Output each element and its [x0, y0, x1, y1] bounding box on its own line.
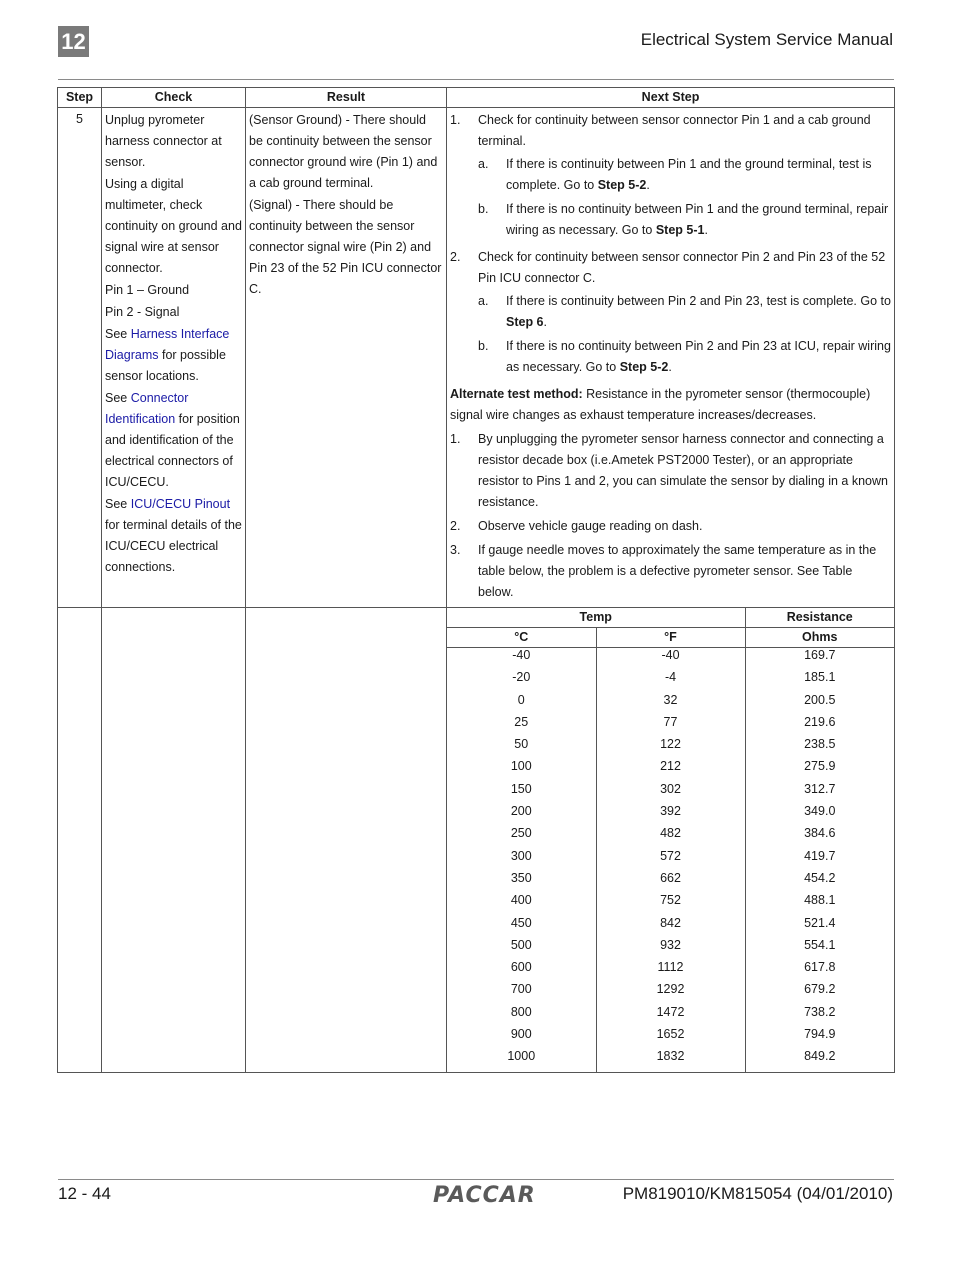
icu-cecu-pinout-link[interactable]: ICU/CECU Pinout	[130, 497, 231, 511]
celsius-cell: -20	[512, 670, 531, 685]
next-step-cell	[447, 108, 895, 608]
ohms-header: Ohms	[745, 628, 894, 648]
ohms-cell: 617.8	[745, 960, 894, 982]
fahrenheit-cell: 302	[596, 782, 745, 804]
table-row	[447, 849, 894, 871]
celsius-cell: 400	[510, 893, 532, 908]
ohms-cell: 419.7	[745, 849, 894, 871]
temperature-group-header-row	[447, 608, 894, 628]
check-cell	[102, 108, 246, 608]
celsius-cell: 500	[510, 937, 532, 952]
fahrenheit-cell: 1112	[596, 960, 745, 982]
table-row	[447, 670, 894, 692]
sub-list-text: If there is continuity between Pin 1 and the ground terminal, test is complete. Go to Step 5-2.	[506, 157, 872, 192]
check-paragraph	[105, 324, 242, 387]
ohms-cell: 200.5	[745, 693, 894, 715]
empty-cell	[58, 608, 102, 1073]
check-paragraph: Pin 2 - Signal	[105, 305, 180, 319]
connector-identification-link[interactable]: Connector Identification	[105, 391, 189, 426]
fahrenheit-cell: 1652	[596, 1027, 745, 1049]
fahrenheit-cell: 122	[596, 737, 745, 759]
list-text: Check for continuity between sensor connector Pin 1 and a cab ground terminal.	[478, 113, 871, 148]
ohms-cell: 488.1	[745, 893, 894, 915]
chapter-badge: 12	[58, 26, 89, 57]
see-text: See	[105, 497, 131, 511]
list-item	[450, 540, 891, 603]
ohms-cell: 384.6	[745, 826, 894, 848]
column-header-result: Result	[246, 88, 447, 108]
fahrenheit-cell: 842	[596, 916, 745, 938]
fahrenheit-cell: 752	[596, 893, 745, 915]
celsius-cell: 600	[510, 960, 532, 975]
table-row	[447, 1027, 894, 1049]
list-text: Check for continuity between sensor connector Pin 2 and Pin 23 of the 52 Pin ICU connector C.	[478, 250, 886, 285]
ohms-cell: 849.2	[745, 1049, 894, 1071]
result-cell	[246, 108, 447, 608]
ohms-cell: 349.0	[745, 804, 894, 826]
list-number: 2.	[450, 519, 461, 533]
column-header-next-step: Next Step	[447, 88, 895, 108]
table-row-step-5	[58, 108, 895, 608]
fahrenheit-cell: 662	[596, 871, 745, 893]
next-step-list	[450, 110, 891, 381]
list-item	[450, 429, 891, 513]
header-divider	[58, 79, 894, 80]
table-row	[447, 804, 894, 826]
list-number: 3.	[450, 543, 461, 557]
sub-list-item	[478, 199, 891, 241]
temperature-table-cell	[447, 608, 895, 1073]
step-number: 5	[58, 108, 102, 608]
table-row-temperature	[58, 608, 895, 1073]
list-number: 2.	[450, 250, 461, 264]
temp-group-header: Temp	[447, 608, 745, 628]
footer-divider	[58, 1179, 894, 1180]
temperature-table-body	[447, 648, 894, 1072]
ohms-cell: 312.7	[745, 782, 894, 804]
check-paragraph: Using a digital multimeter, check continuity on ground and signal wire at sensor connector.	[105, 177, 242, 275]
list-text: If gauge needle moves to approximately the same temperature as in the table below, the problem is a defective pyrometer sensor. See Table below.	[478, 543, 877, 599]
celsius-cell: 25	[514, 714, 529, 729]
celsius-cell: 150	[510, 781, 532, 796]
celsius-cell: 700	[510, 982, 532, 997]
list-number: 1.	[450, 113, 461, 127]
check-paragraph: Pin 1 – Ground	[105, 283, 190, 297]
empty-cell	[246, 608, 447, 1073]
see-text: See	[105, 391, 131, 405]
check-text: for terminal details of the ICU/CECU electrical connections.	[105, 518, 242, 574]
table-row	[447, 1005, 894, 1027]
page-header-title: Electrical System Service Manual	[640, 30, 893, 49]
sub-list-letter: b.	[478, 339, 489, 353]
table-row	[447, 759, 894, 781]
fahrenheit-cell: 1472	[596, 1005, 745, 1027]
list-item	[450, 110, 891, 244]
page-number: 12 - 44	[58, 1184, 111, 1203]
table-row	[447, 737, 894, 759]
celsius-cell: 250	[510, 826, 532, 841]
table-row	[447, 982, 894, 1004]
check-paragraph	[105, 388, 242, 493]
fahrenheit-cell: -40	[596, 648, 745, 671]
celsius-cell: 800	[510, 1004, 532, 1019]
celsius-cell: 0	[517, 692, 525, 707]
celsius-cell: 300	[510, 848, 532, 863]
sub-list-item	[478, 291, 891, 333]
table-row	[447, 1049, 894, 1071]
celsius-cell: 900	[510, 1027, 532, 1042]
fahrenheit-cell: -4	[596, 670, 745, 692]
list-text: By unplugging the pyrometer sensor harness connector and connecting a resistor decade box (i.e.Ametek PST2000 Tester), or an appropriate resistor to Pins 1 and 2, you can simulate the sensor by dialing in a known resistance.	[478, 432, 888, 509]
table-row	[447, 938, 894, 960]
temperature-resistance-table	[447, 608, 894, 1072]
ohms-cell: 185.1	[745, 670, 894, 692]
list-item	[450, 247, 891, 381]
resistance-group-header: Resistance	[745, 608, 894, 628]
check-paragraph	[105, 494, 242, 578]
fahrenheit-cell: 212	[596, 759, 745, 781]
ohms-cell: 454.2	[745, 871, 894, 893]
alternate-test-method: Alternate test method: Resistance in the pyrometer sensor (thermocouple) signal wire changes as exhaust temperature increases/decreases.	[450, 387, 871, 422]
ohms-cell: 238.5	[745, 737, 894, 759]
ohms-cell: 521.4	[745, 916, 894, 938]
table-row	[447, 826, 894, 848]
sub-list-letter: b.	[478, 202, 489, 216]
ohms-cell: 169.7	[745, 648, 894, 671]
ohms-cell: 219.6	[745, 715, 894, 737]
temperature-unit-header-row	[447, 628, 894, 648]
table-row	[447, 871, 894, 893]
document-number: PM819010/KM815054 (04/01/2010)	[622, 1184, 893, 1203]
empty-cell	[102, 608, 246, 1073]
celsius-cell: 100	[510, 759, 532, 774]
column-header-step: Step	[58, 88, 102, 108]
celsius-cell: 50	[514, 737, 529, 752]
paccar-logo: PACCAR	[433, 1183, 536, 1208]
table-row	[447, 648, 894, 671]
check-text: for possible sensor locations.	[105, 348, 226, 383]
diagnostic-table	[57, 87, 895, 1073]
sub-list-item	[478, 154, 891, 196]
celsius-cell: -40	[512, 648, 531, 662]
fahrenheit-cell: 482	[596, 826, 745, 848]
list-text: Observe vehicle gauge reading on dash.	[478, 519, 703, 533]
table-row	[447, 693, 894, 715]
sub-list-text: If there is continuity between Pin 2 and Pin 23, test is complete. Go to Step 6.	[506, 294, 891, 329]
fahrenheit-cell: 392	[596, 804, 745, 826]
result-paragraph: (Sensor Ground) - There should be continuity between the sensor connector ground wire (Pin 1) and a cab ground terminal.	[249, 113, 438, 190]
celsius-cell: 1000	[507, 1049, 536, 1064]
sub-list-text: If there is no continuity between Pin 1 and the ground terminal, repair wiring as necessary. Go to Step 5-1.	[506, 202, 889, 237]
sub-list-item	[478, 336, 891, 378]
celsius-cell: 450	[510, 915, 532, 930]
ohms-cell: 275.9	[745, 759, 894, 781]
ohms-cell: 679.2	[745, 982, 894, 1004]
celsius-cell: 200	[510, 804, 532, 819]
alternate-test-list	[450, 429, 891, 603]
table-header-row	[58, 88, 895, 108]
fahrenheit-cell: 1832	[596, 1049, 745, 1071]
fahrenheit-cell: 32	[596, 693, 745, 715]
see-text: See	[105, 327, 131, 341]
table-row	[447, 715, 894, 737]
column-header-check: Check	[102, 88, 246, 108]
sub-list-text: If there is no continuity between Pin 2 and Pin 23 at ICU, repair wiring as necessary. Go to Step 5-2.	[506, 339, 891, 374]
fahrenheit-cell: 77	[596, 715, 745, 737]
fahrenheit-cell: 932	[596, 938, 745, 960]
celsius-cell: 350	[510, 870, 532, 885]
sub-list-letter: a.	[478, 294, 489, 308]
table-row	[447, 782, 894, 804]
ohms-cell: 554.1	[745, 938, 894, 960]
ohms-cell: 794.9	[745, 1027, 894, 1049]
celsius-header: °C	[447, 628, 596, 648]
result-paragraph: (Signal) - There should be continuity between the sensor connector signal wire (Pin 2) and Pin 23 of the 52 Pin ICU connector C.	[249, 198, 442, 296]
fahrenheit-header: °F	[596, 628, 745, 648]
ohms-cell: 738.2	[745, 1005, 894, 1027]
table-row	[447, 893, 894, 915]
fahrenheit-cell: 1292	[596, 982, 745, 1004]
list-item	[450, 516, 891, 537]
fahrenheit-cell: 572	[596, 849, 745, 871]
sub-list-letter: a.	[478, 157, 489, 171]
harness-interface-diagrams-link[interactable]: Harness Interface Diagrams	[105, 327, 230, 362]
table-row	[447, 960, 894, 982]
list-number: 1.	[450, 432, 461, 446]
check-paragraph: Unplug pyrometer harness connector at sensor.	[105, 113, 222, 169]
check-text: for position and identification of the electrical connectors of ICU/CECU.	[105, 412, 240, 489]
table-row	[447, 916, 894, 938]
